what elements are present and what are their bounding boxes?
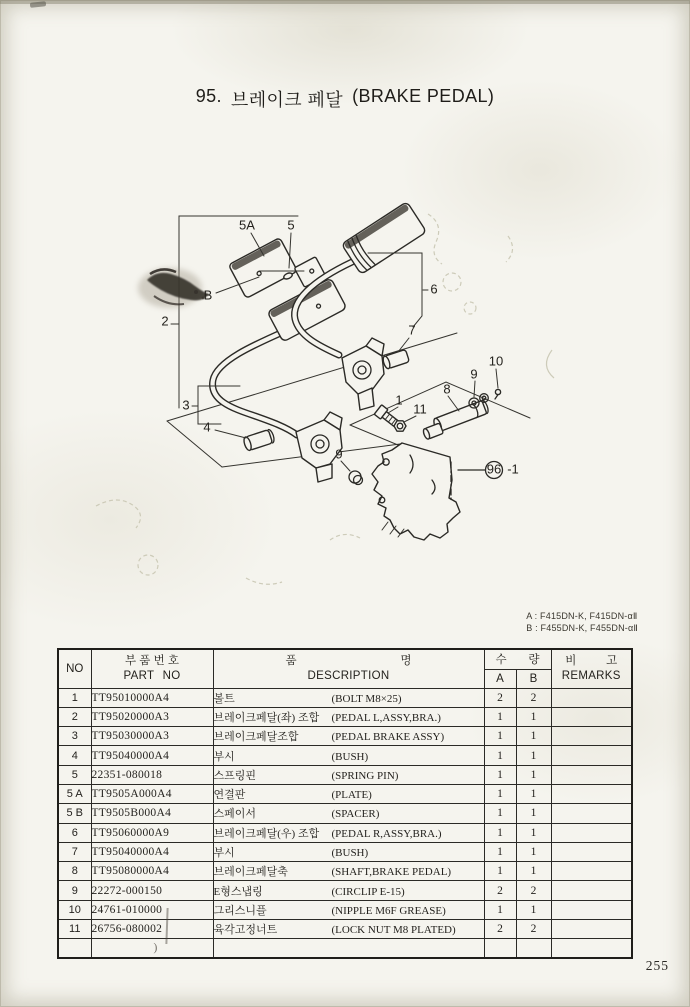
- cell-qty-b: 1: [516, 842, 551, 861]
- table-row: [58, 862, 632, 881]
- cell-description: 스프링핀 (SPRING PIN): [213, 765, 484, 784]
- callout-c6: 6: [430, 281, 438, 297]
- cell-description: 브레이크페달조합 (PEDAL BRAKE ASSY): [213, 727, 484, 746]
- cell-no: [58, 939, 91, 958]
- callout-c9t: 9: [470, 366, 478, 382]
- cell-part-no: TT95030000A3: [91, 727, 213, 746]
- cell-no: 3: [58, 727, 91, 746]
- table-row: [58, 920, 632, 939]
- transmission-housing: [372, 443, 503, 540]
- cell-remarks: [551, 688, 632, 707]
- cell-part-no: 22272-000150: [91, 881, 213, 900]
- callout-c4: 4: [203, 419, 211, 435]
- cell-qty-b: 2: [516, 688, 551, 707]
- cell-remarks: [551, 823, 632, 842]
- cell-remarks: [551, 939, 632, 958]
- cell-remarks: [551, 707, 632, 726]
- title-number: 95.: [195, 86, 222, 106]
- cell-no: 2: [58, 707, 91, 726]
- cell-no: 4: [58, 746, 91, 765]
- bushing-7: [382, 349, 410, 369]
- cell-description: 그리스니플 (NIPPLE M6F GREASE): [213, 900, 484, 919]
- cell-qty-b: [516, 939, 551, 958]
- cell-no: 9: [58, 881, 91, 900]
- callout-c5a: 5A: [239, 217, 255, 233]
- cell-no: 5 A: [58, 784, 91, 803]
- cell-part-no: TT95080000A4: [91, 862, 213, 881]
- cell-qty-a: 2: [484, 688, 516, 707]
- callout-c8: 8: [443, 381, 451, 397]
- circlip-9-lower: [349, 471, 363, 485]
- bushing-4: [243, 429, 276, 452]
- cell-qty-b: 1: [516, 784, 551, 803]
- title-korean: 브레이크 페달: [230, 90, 344, 110]
- cell-remarks: [551, 920, 632, 939]
- note-line-a: A : F415DN-K, F415DN-αⅡ: [526, 611, 638, 621]
- cell-qty-a: 2: [484, 881, 516, 900]
- cell-qty-b: 1: [516, 862, 551, 881]
- table-row: [58, 765, 632, 784]
- cell-no: 8: [58, 862, 91, 881]
- note-line-b: B : F455DN-K, F455DN-αⅡ: [526, 622, 638, 633]
- ink-smudge: [138, 268, 209, 308]
- cell-remarks: [551, 842, 632, 861]
- cell-qty-b: 1: [516, 804, 551, 823]
- callout-c7: 7: [408, 322, 416, 338]
- cell-part-no: TT9505B000A4: [91, 804, 213, 823]
- cell-description: E형스냅링 (CIRCLIP E-15): [213, 881, 484, 900]
- cell-qty-b: 1: [516, 727, 551, 746]
- cell-qty-a: 1: [484, 823, 516, 842]
- model-reference-notes: [526, 611, 638, 634]
- grease-nipple-10: [495, 389, 501, 399]
- cell-no: 1: [58, 688, 91, 707]
- col-header-qty-a: A: [484, 669, 516, 688]
- callout-c11: 11: [413, 401, 427, 417]
- cell-part-no: 26756-080002: [91, 920, 213, 939]
- cell-part-no: [91, 939, 213, 958]
- callout-c3: 3: [182, 397, 190, 413]
- table-row: [58, 727, 632, 746]
- cell-remarks: [551, 900, 632, 919]
- pedal-shaft: [422, 399, 489, 439]
- callout-c9b: 9: [335, 446, 343, 462]
- cell-qty-a: 1: [484, 862, 516, 881]
- cell-remarks: [551, 804, 632, 823]
- scan-top-edge: [0, 0, 690, 4]
- callout-c5: 5: [287, 217, 295, 233]
- cell-no: 5: [58, 765, 91, 784]
- cell-qty-b: 1: [516, 765, 551, 784]
- cell-no: 6: [58, 823, 91, 842]
- cell-part-no: 22351-080018: [91, 765, 213, 784]
- table-row: [58, 707, 632, 726]
- cell-qty-b: 1: [516, 823, 551, 842]
- scan-corner-mark: [30, 1, 46, 8]
- col-header-no: NO: [58, 649, 91, 688]
- cell-qty-a: 1: [484, 842, 516, 861]
- table-row: [58, 784, 632, 803]
- table-row: [58, 881, 632, 900]
- col-header-qty-b: B: [516, 669, 551, 688]
- cell-part-no: TT95060000A9: [91, 823, 213, 842]
- cell-part-no: TT95020000A3: [91, 707, 213, 726]
- cell-description: 브레이크페달(좌) 조합 (PEDAL L,ASSY,BRA.): [213, 707, 484, 726]
- table-row: [58, 900, 632, 919]
- cell-remarks: [551, 746, 632, 765]
- table-row: [58, 746, 632, 765]
- callout-ref96n: -1: [507, 461, 519, 477]
- cell-description: 브레이크페달축 (SHAFT,BRAKE PEDAL): [213, 862, 484, 881]
- cell-qty-a: 1: [484, 765, 516, 784]
- callout-c10: 10: [488, 353, 504, 369]
- callout-c5b: B: [203, 287, 213, 303]
- table-row: [58, 804, 632, 823]
- cell-description: 볼트 (BOLT M8×25): [213, 688, 484, 707]
- cell-qty-a: 1: [484, 900, 516, 919]
- callout-c1: 1: [395, 392, 403, 408]
- cell-remarks: [551, 881, 632, 900]
- cell-part-no: TT95040000A4: [91, 746, 213, 765]
- cell-no: 5 B: [58, 804, 91, 823]
- pen-mark: ): [153, 942, 158, 955]
- cell-description: [213, 939, 484, 958]
- right-pedal-pad: [341, 202, 426, 275]
- cell-description: 브레이크페달(우) 조합 (PEDAL R,ASSY,BRA.): [213, 823, 484, 842]
- page-number: 255: [645, 958, 669, 973]
- cell-qty-a: [484, 939, 516, 958]
- table-row: [58, 688, 632, 707]
- cell-remarks: [551, 727, 632, 746]
- cell-qty-b: 1: [516, 707, 551, 726]
- cell-qty-a: 1: [484, 804, 516, 823]
- table-row: [58, 842, 632, 861]
- col-header-remarks: 비 고 REMARKS: [551, 649, 632, 688]
- cell-description: 연결판 (PLATE): [213, 784, 484, 803]
- plate-5a: [228, 238, 297, 299]
- table-row: [58, 823, 632, 842]
- cell-part-no: TT95040000A4: [91, 842, 213, 861]
- cell-qty-a: 2: [484, 920, 516, 939]
- cell-qty-b: 2: [516, 920, 551, 939]
- cell-description: 부시 (BUSH): [213, 842, 484, 861]
- page-title: [0, 86, 690, 112]
- col-header-part-no: 부 품 번 호 PART NO: [91, 649, 213, 688]
- cell-qty-b: 1: [516, 746, 551, 765]
- parts-diagram: [0, 150, 690, 620]
- cell-no: 10: [58, 900, 91, 919]
- cell-remarks: [551, 765, 632, 784]
- callout-ref96: 96: [486, 461, 502, 477]
- parts-table-body: [58, 688, 632, 958]
- callout-c2: 2: [161, 313, 169, 329]
- cell-no: 11: [58, 920, 91, 939]
- cell-qty-b: 1: [516, 900, 551, 919]
- title-english: (BRAKE PEDAL): [352, 86, 495, 106]
- cell-part-no: 24761-010000: [91, 900, 213, 919]
- cell-description: 스페이서 (SPACER): [213, 804, 484, 823]
- table-row: [58, 939, 632, 958]
- cell-no: 7: [58, 842, 91, 861]
- right-bracket-boss: [342, 338, 384, 410]
- cell-qty-b: 2: [516, 881, 551, 900]
- cell-part-no: TT95010000A4: [91, 688, 213, 707]
- cell-part-no: TT9505A000A4: [91, 784, 213, 803]
- col-header-description: 품 명 DESCRIPTION: [213, 649, 484, 688]
- cell-qty-a: 1: [484, 746, 516, 765]
- parts-table: [57, 648, 633, 959]
- cell-qty-a: 1: [484, 784, 516, 803]
- cell-qty-a: 1: [484, 727, 516, 746]
- cell-description: 부시 (BUSH): [213, 746, 484, 765]
- cell-remarks: [551, 784, 632, 803]
- cell-qty-a: 1: [484, 707, 516, 726]
- cell-remarks: [551, 862, 632, 881]
- cell-description: 육각고정너트 (LOCK NUT M8 PLATED): [213, 920, 484, 939]
- col-header-qty: 수 량: [484, 649, 551, 669]
